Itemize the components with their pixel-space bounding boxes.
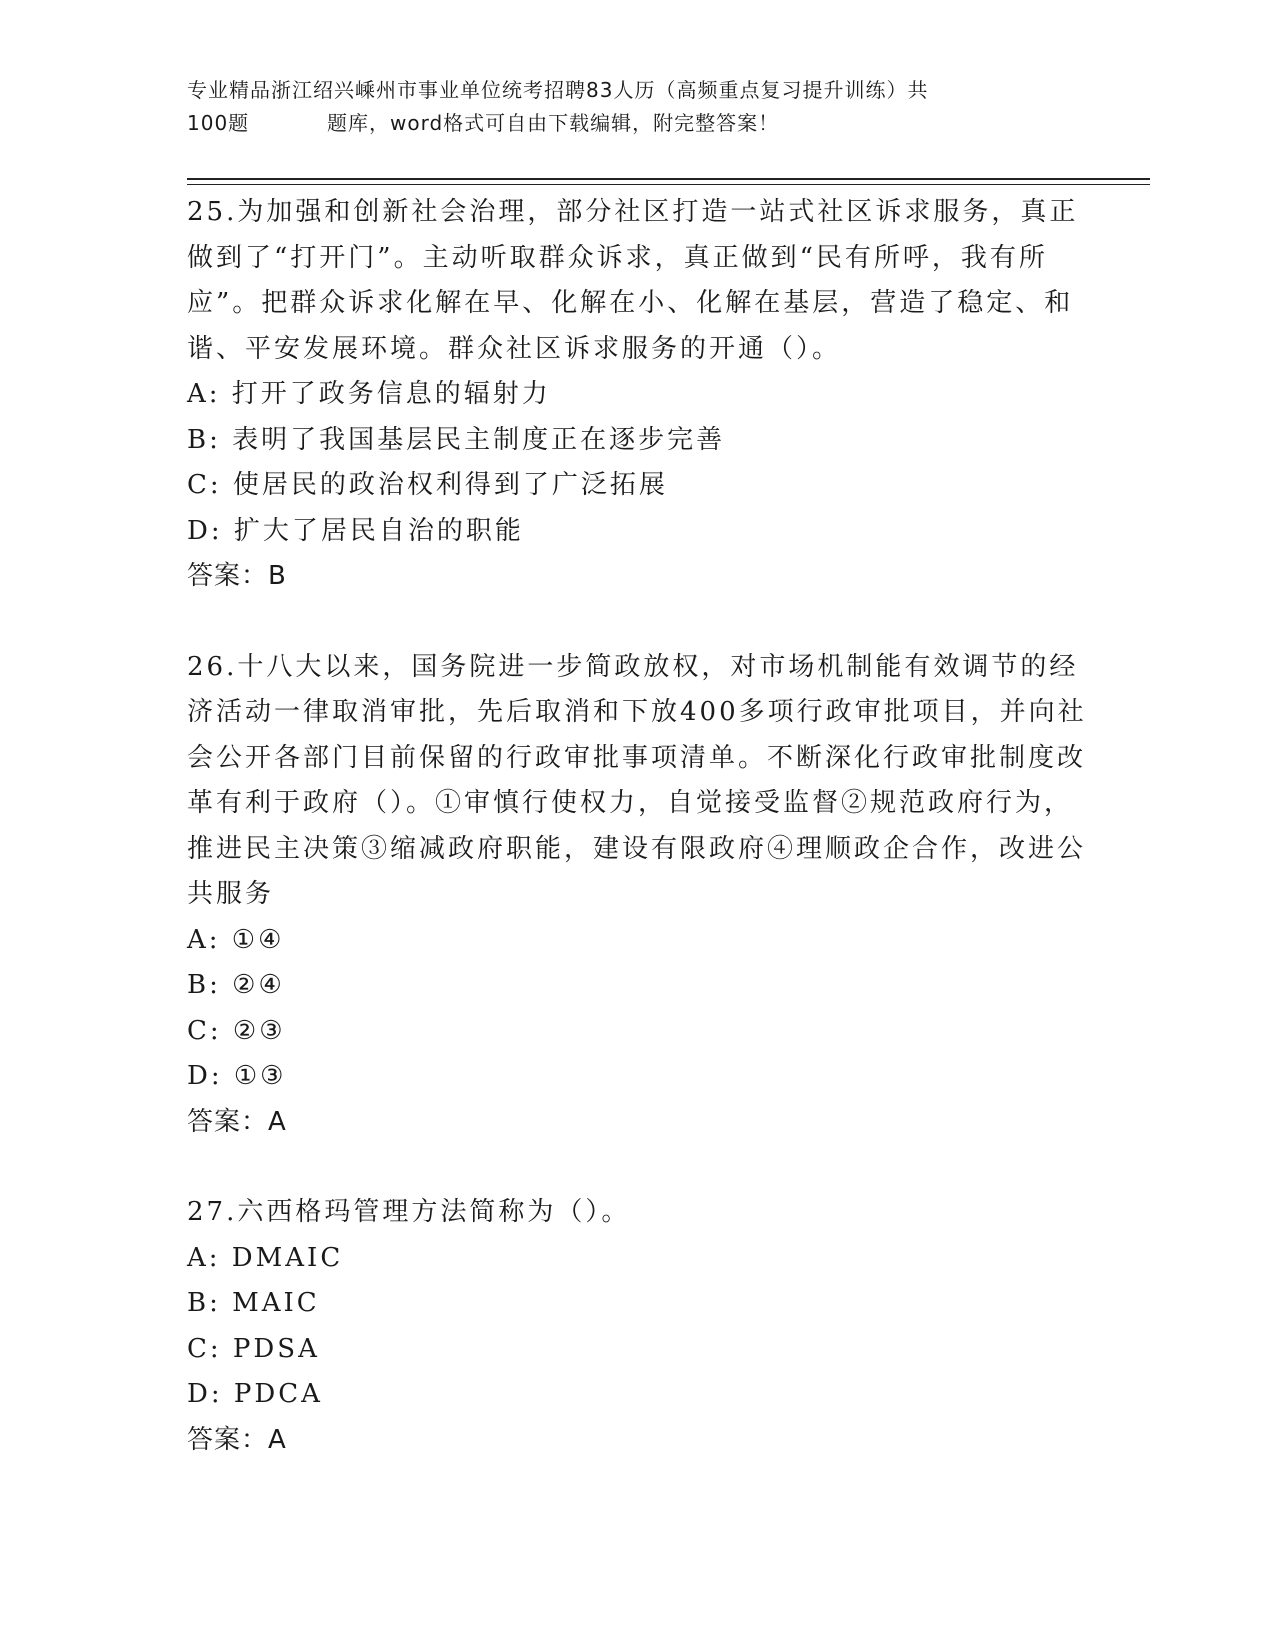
question-list [187, 190, 1087, 1463]
header-rule-thick [187, 178, 1150, 180]
option-b: B: ②④ [187, 970, 285, 1000]
question-27 [187, 1190, 1087, 1463]
answer: 答案：A [187, 1424, 287, 1455]
option-a: A: DMAIC [187, 1242, 344, 1273]
option-a: A: 打开了政务信息的辐射力 [187, 379, 551, 409]
question-stem: 27.六西格玛管理方法简称为（）。 [187, 1197, 631, 1227]
question-spacer [187, 600, 1087, 645]
header-question-count: 100题 [187, 111, 250, 135]
header-line-1: 专业精品浙江绍兴嵊州市事业单位统考招聘83人历（高频重点复习提升训练）共 [187, 78, 929, 102]
option-c: C: 使居民的政治权利得到了广泛拓展 [187, 470, 668, 500]
question-26 [187, 645, 1087, 1146]
question-spacer [187, 1145, 1087, 1190]
option-a: A: ①④ [187, 924, 285, 955]
option-b: B: MAIC [187, 1288, 320, 1318]
option-d: D: PDCA [187, 1379, 323, 1409]
answer: 答案：B [187, 561, 287, 591]
option-b: B: 表明了我国基层民主制度正在逐步完善 [187, 424, 726, 455]
option-c: C: PDSA [187, 1333, 320, 1364]
header-rule-thin [187, 184, 1150, 185]
option-d: D: ①③ [187, 1061, 287, 1091]
option-c: C: ②③ [187, 1015, 286, 1046]
question-25 [187, 190, 1087, 600]
header-line-2-text: 题库，word格式可自由下载编辑，附完整答案！ [327, 111, 780, 135]
option-d: D: 扩大了居民自治的职能 [187, 515, 524, 546]
question-stem: 25.为加强和创新社会治理，部分社区打造一站式社区诉求服务，真正做到了“打开门”。主动听取群众诉求，真正做到“民有所呼，我有所应”。把群众诉求化解在早、化解在小、化解在基层，营造了稳定、和谐、平安发展环境。群众社区诉求服务的开通（）。 [187, 197, 1079, 364]
document-header [187, 74, 1087, 140]
answer: 答案：A [187, 1106, 287, 1137]
header-line-2 [187, 107, 1087, 140]
question-stem: 26.十八大以来，国务院进一步简政放权，对市场机制能有效调节的经济活动一律取消审批，先后取消和下放400多项行政审批项目，并向社会公开各部门目前保留的行政审批事项清单。不断深化行政审批制度改革有利于政府（）。①审慎行使权力，自觉接受监督②规范政府行为，推进民主决策③缩减政府职能，建设有限政府④理顺政企合作，改进公共服务 [187, 651, 1087, 909]
